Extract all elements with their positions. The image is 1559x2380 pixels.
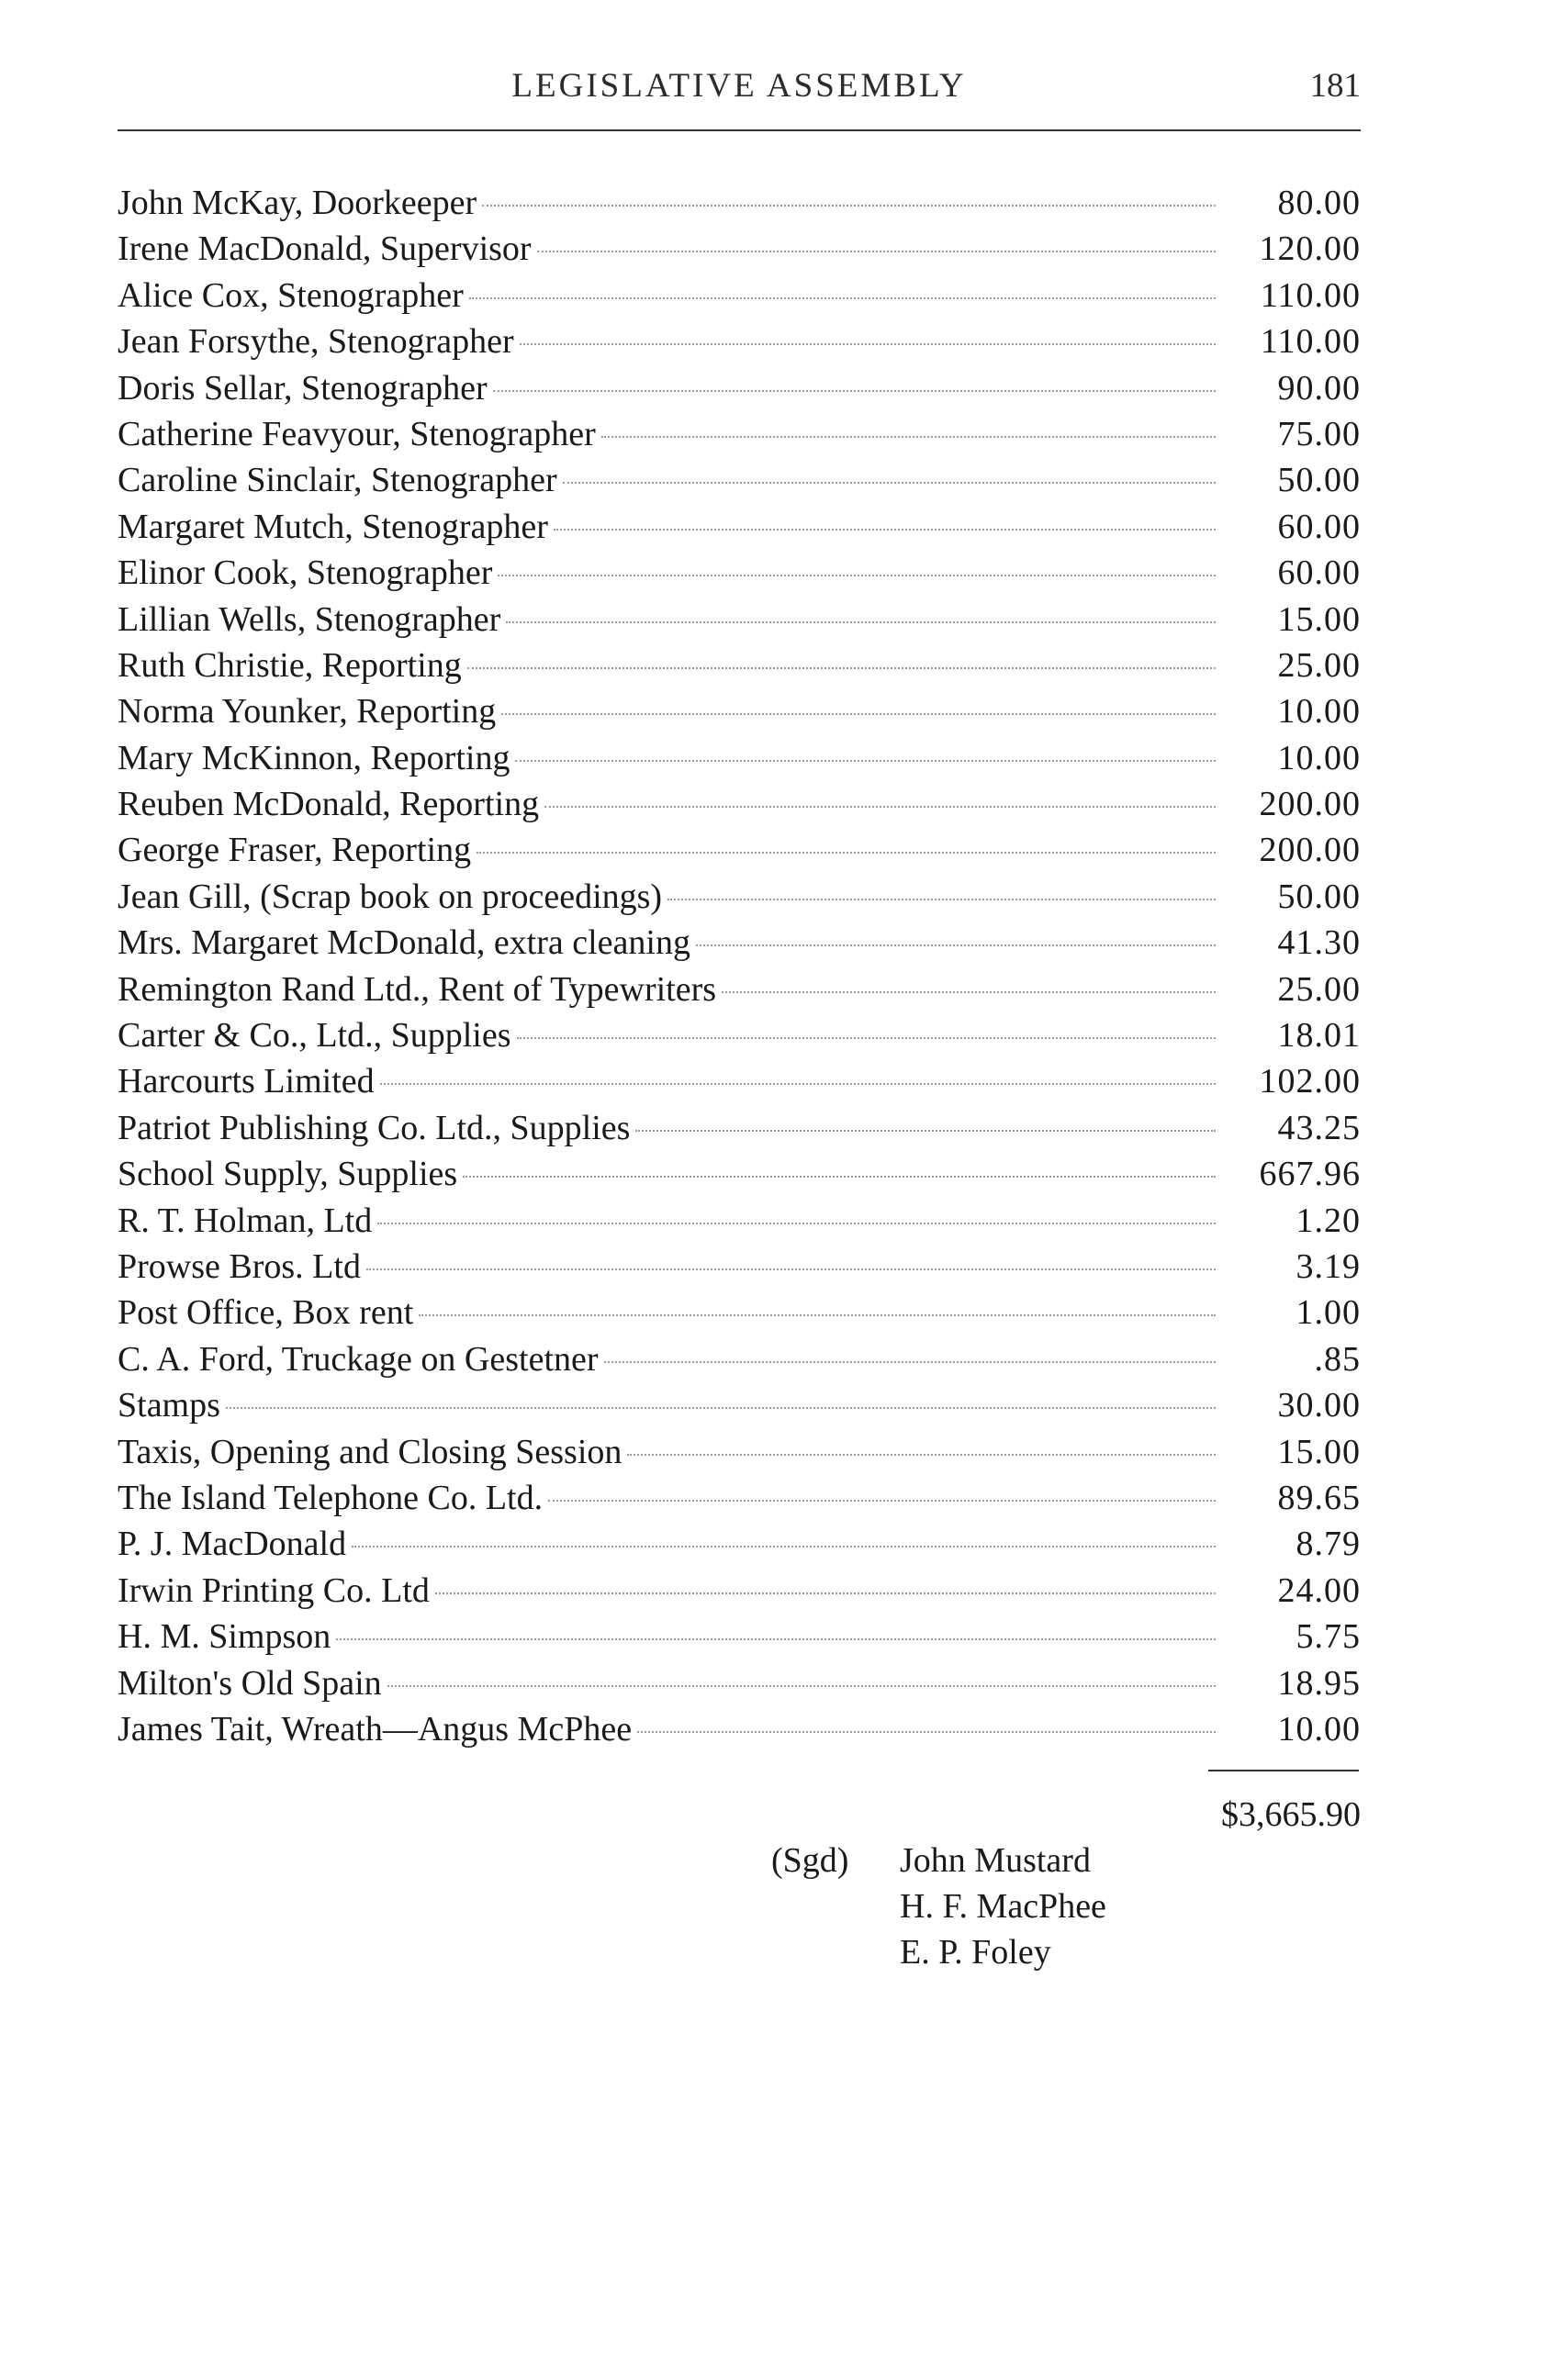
ledger-row [118, 1568, 1361, 1614]
dot-leader [517, 1037, 1216, 1039]
entry-label: Irene MacDonald, Supervisor [118, 229, 532, 269]
entry-label: Prowse Bros. Ltd [118, 1246, 361, 1286]
entry-amount: 10.00 [1277, 738, 1361, 777]
ledger-row [118, 1290, 1361, 1335]
dot-leader [469, 297, 1216, 299]
entry-label: Alice Cox, Stenographer [118, 275, 464, 315]
dot-leader [482, 205, 1216, 207]
dot-leader [387, 1685, 1216, 1687]
dot-leader [696, 944, 1216, 946]
ledger-row [118, 1244, 1361, 1290]
total-amount: $3,665.90 [1221, 1795, 1361, 1834]
entry-label: C. A. Ford, Truckage on Gestetner [118, 1339, 599, 1379]
dot-leader [336, 1638, 1216, 1640]
dot-leader [601, 436, 1216, 438]
dot-leader [352, 1546, 1216, 1548]
entry-label: H. M. Simpson [118, 1617, 331, 1657]
ledger-row [118, 827, 1361, 873]
entry-amount: 3.19 [1295, 1246, 1361, 1286]
entry-label: Remington Rand Ltd., Rent of Typewriters [118, 969, 717, 1009]
entry-amount: 110.00 [1260, 322, 1361, 362]
entry-amount: 1.00 [1295, 1293, 1361, 1333]
entry-amount: 10.00 [1277, 1709, 1361, 1749]
ledger-row [118, 1475, 1361, 1521]
signature-line [771, 1838, 1106, 1883]
entry-label: Harcourts Limited [118, 1062, 375, 1101]
signature-line [771, 1883, 1106, 1929]
entry-label: Taxis, Opening and Closing Session [118, 1432, 622, 1471]
entry-amount: 120.00 [1259, 229, 1361, 269]
entry-amount: 1.20 [1295, 1201, 1361, 1240]
entry-label: Elinor Cook, Stenographer [118, 553, 493, 593]
ledger-row [118, 550, 1361, 596]
ledger-row [118, 1058, 1361, 1104]
entry-amount: 15.00 [1277, 1432, 1361, 1471]
entry-amount: 24.00 [1277, 1570, 1361, 1610]
ledger-row [118, 1429, 1361, 1475]
ledger-row [118, 180, 1361, 226]
entry-amount: 110.00 [1260, 275, 1361, 315]
entry-label: George Fraser, Reporting [118, 831, 472, 870]
dot-leader [722, 991, 1216, 993]
entry-amount: 10.00 [1277, 692, 1361, 732]
entry-amount: 15.00 [1277, 599, 1361, 639]
dot-leader [493, 390, 1216, 392]
entry-label: Post Office, Box rent [118, 1293, 414, 1333]
dot-leader [435, 1592, 1216, 1594]
running-title: LEGISLATIVE ASSEMBLY [511, 67, 967, 105]
ledger-row [118, 273, 1361, 318]
entry-label: Margaret Mutch, Stenographer [118, 507, 548, 546]
dot-leader [377, 1223, 1216, 1224]
entry-label: Mrs. Margaret McDonald, extra cleaning [118, 923, 690, 963]
dot-leader [380, 1083, 1216, 1085]
dot-leader [544, 806, 1216, 808]
ledger-row [118, 1198, 1361, 1244]
dot-leader [477, 852, 1216, 854]
entry-label: Ruth Christie, Reporting [118, 645, 462, 685]
expense-ledger [118, 180, 1361, 1752]
dot-leader [563, 482, 1216, 484]
dot-leader [604, 1361, 1216, 1363]
ledger-row [118, 1706, 1361, 1752]
entry-amount: 30.00 [1277, 1386, 1361, 1425]
entry-label: Jean Gill, (Scrap book on proceedings) [118, 877, 663, 916]
entry-amount: 50.00 [1277, 461, 1361, 500]
entry-label: Carter & Co., Ltd., Supplies [118, 1016, 511, 1056]
dot-leader [520, 343, 1216, 345]
dot-leader [419, 1314, 1216, 1316]
ledger-row [118, 318, 1361, 364]
dot-leader [548, 1500, 1216, 1502]
dot-leader [467, 667, 1216, 669]
entry-amount: 80.00 [1277, 184, 1361, 222]
entry-amount: 90.00 [1277, 368, 1361, 408]
ledger-row [118, 1336, 1361, 1382]
entry-label: R. T. Holman, Ltd [118, 1201, 373, 1240]
entry-amount: 50.00 [1277, 877, 1361, 916]
page-number: 181 [1309, 67, 1361, 105]
entry-amount: 200.00 [1259, 831, 1361, 870]
entry-label: Lillian Wells, Stenographer [118, 599, 501, 639]
ledger-row [118, 457, 1361, 503]
dot-leader [515, 760, 1216, 762]
ledger-row [118, 967, 1361, 1012]
entry-amount: 43.25 [1277, 1108, 1361, 1147]
ledger-row [118, 1521, 1361, 1567]
ledger-row [118, 504, 1361, 550]
dot-leader [554, 529, 1216, 531]
ledger-row [118, 411, 1361, 457]
header-rule [118, 129, 1361, 131]
entry-amount: 667.96 [1259, 1155, 1361, 1194]
signatory-name: John Mustard [900, 1841, 1091, 1880]
entry-label: Catherine Feavyour, Stenographer [118, 414, 596, 453]
dot-leader [366, 1268, 1216, 1270]
ledger-row [118, 597, 1361, 642]
entry-amount: 41.30 [1277, 923, 1361, 963]
signatory-name: E. P. Foley [900, 1933, 1051, 1972]
entry-amount: 89.65 [1277, 1478, 1361, 1517]
entry-amount: 60.00 [1277, 553, 1361, 593]
ledger-row [118, 1012, 1361, 1058]
ledger-row [118, 781, 1361, 827]
entry-label: P. J. MacDonald [118, 1525, 347, 1564]
entry-amount: 18.01 [1277, 1016, 1361, 1056]
entry-label: John McKay, Doorkeeper [118, 184, 477, 222]
dot-leader [667, 899, 1216, 900]
entry-label: Doris Sellar, Stenographer [118, 368, 488, 408]
ledger-row [118, 1151, 1361, 1197]
dot-leader [226, 1407, 1216, 1409]
entry-label: James Tait, Wreath—Angus McPhee [118, 1709, 633, 1749]
entry-label: Norma Younker, Reporting [118, 692, 497, 732]
ledger-row [118, 1382, 1361, 1428]
entry-amount: 75.00 [1277, 414, 1361, 453]
dot-leader [498, 575, 1216, 576]
entry-amount: 60.00 [1277, 507, 1361, 546]
ledger-row [118, 1614, 1361, 1659]
dot-leader [506, 621, 1216, 623]
signatory-name: H. F. MacPhee [900, 1887, 1106, 1926]
signature-prefix: (Sgd) [771, 1841, 849, 1880]
total-rule [1208, 1770, 1359, 1771]
ledger-row [118, 1105, 1361, 1151]
entry-amount: 200.00 [1259, 785, 1361, 824]
ledger-row [118, 642, 1361, 688]
entry-label: Caroline Sinclair, Stenographer [118, 461, 557, 500]
dot-leader [635, 1130, 1216, 1132]
entry-label: Patriot Publishing Co. Ltd., Supplies [118, 1108, 631, 1147]
entry-label: School Supply, Supplies [118, 1155, 458, 1194]
entry-label: The Island Telephone Co. Ltd. [118, 1478, 544, 1517]
entry-amount: 102.00 [1259, 1062, 1361, 1101]
dot-leader [627, 1454, 1216, 1456]
running-head [118, 66, 1361, 121]
signature-block [771, 1838, 1106, 1975]
entry-label: Irwin Printing Co. Ltd [118, 1570, 430, 1610]
entry-label: Stamps [118, 1386, 220, 1425]
dot-leader [501, 713, 1216, 715]
ledger-row [118, 365, 1361, 411]
signature-line [771, 1929, 1106, 1975]
entry-label: Reuben McDonald, Reporting [118, 785, 540, 824]
ledger-row [118, 735, 1361, 781]
entry-amount: 5.75 [1295, 1617, 1361, 1657]
entry-amount: 25.00 [1277, 645, 1361, 685]
entry-amount: .85 [1314, 1339, 1361, 1379]
entry-amount: 18.95 [1277, 1663, 1361, 1703]
entry-label: Jean Forsythe, Stenographer [118, 322, 514, 362]
ledger-row [118, 226, 1361, 272]
entry-amount: 8.79 [1295, 1525, 1361, 1564]
entry-amount: 25.00 [1277, 969, 1361, 1009]
ledger-row [118, 874, 1361, 920]
ledger-row [118, 920, 1361, 966]
ledger-row [118, 688, 1361, 734]
ledger-row [118, 1660, 1361, 1706]
dot-leader [537, 251, 1216, 252]
entry-label: Milton's Old Spain [118, 1663, 382, 1703]
dot-leader [463, 1176, 1216, 1178]
dot-leader [637, 1731, 1216, 1733]
entry-label: Mary McKinnon, Reporting [118, 738, 510, 777]
